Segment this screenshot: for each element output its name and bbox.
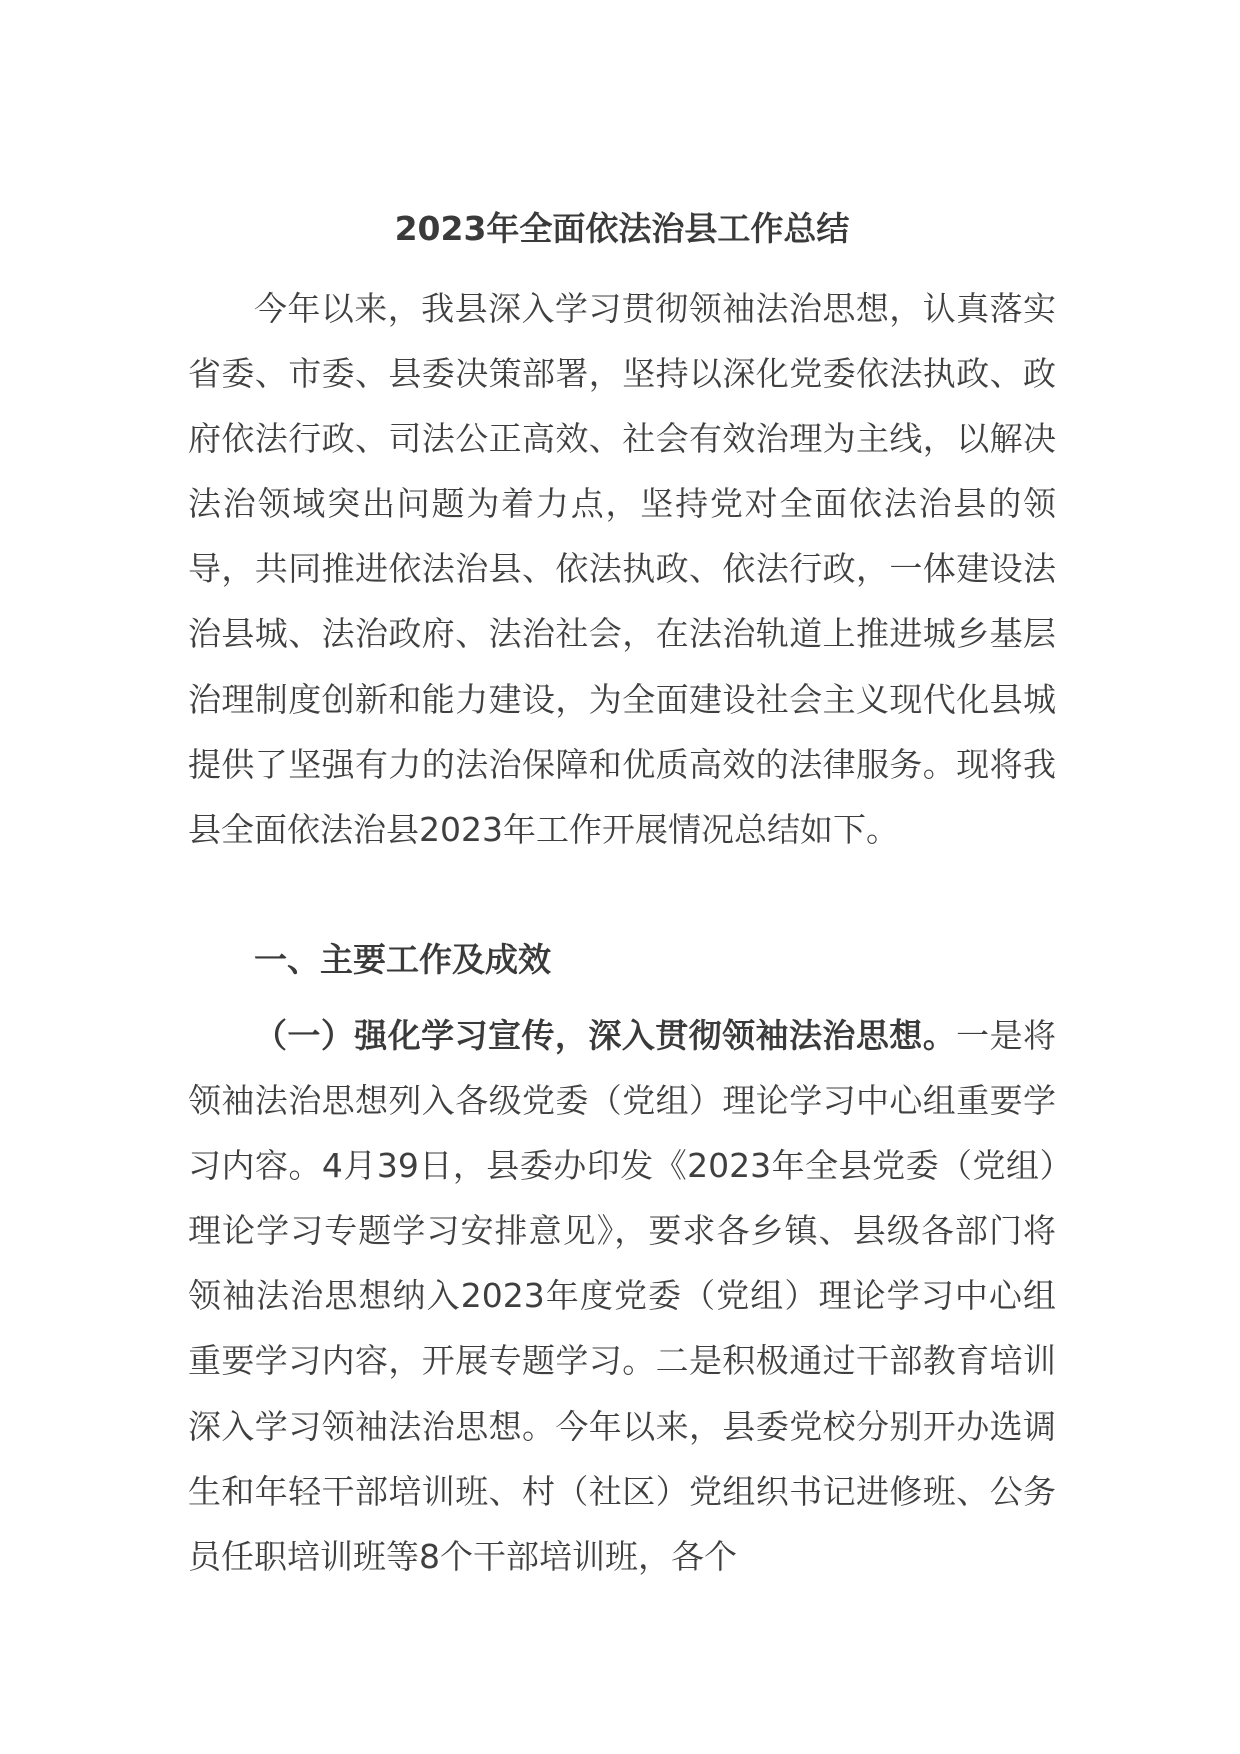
- intro-paragraph: 今年以来，我县深入学习贯彻领袖法治思想，认真落实省委、市委、县委决策部署，坚持以深化党委依法执政、政府依法行政、司法公正高效、社会有效治理为主线，以解决法治领域突出问题为着力点，坚持党对全面依法治县的领导，共同推进依法治县、依法执政、依法行政，一体建设法治县城、法治政府、法治社会，在法治轨道上推进城乡基层治理制度创新和能力建设，为全面建设社会主义现代化县城提供了坚强有力的法治保障和优质高效的法律服务。现将我县全面依法治县2023年工作开展情况总结如下。: [188, 289, 1056, 849]
- section-paragraph-study-promotion: [188, 1003, 1056, 1589]
- section-heading-main-work: 一、主要工作及成效: [254, 940, 551, 979]
- document-title: 2023年全面依法治县工作总结: [394, 209, 850, 248]
- paragraph-lead-heading: （一）强化学习宣传，深入贯彻领袖法治思想。: [254, 1016, 957, 1055]
- paragraph-body-text: 一是将领袖法治思想列入各级党委（党组）理论学习中心组重要学习内容。4月39日，县委办印发《2023年全县党委（党组）理论学习专题学习安排意见》，要求各乡镇、县级各部门将领袖法治思想纳入2023年度党委（党组）理论学习中心组重要学习内容，开展专题学习。二是积极通过干部教育培训深入学习领袖法治思想。今年以来，县委党校分别开办选调生和年轻干部培训班、村（社区）党组织书记进修班、公务员任职培训班等8个干部培训班，各个: [188, 1016, 1057, 1576]
